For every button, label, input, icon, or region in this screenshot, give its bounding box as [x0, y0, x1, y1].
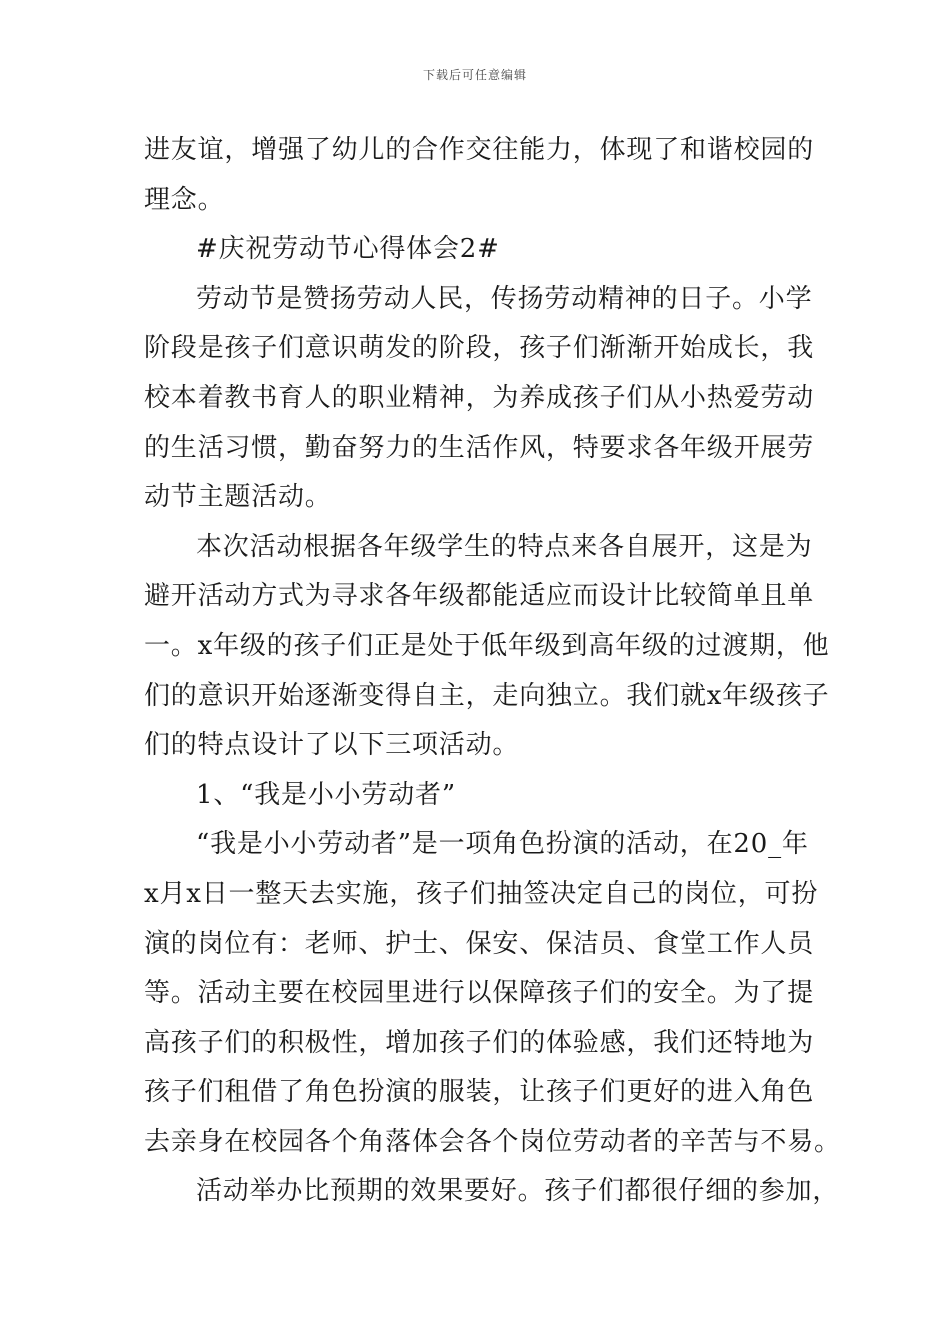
text-line: 高孩子们的积极性，增加孩子们的体验感，我们还特地为: [144, 1027, 815, 1058]
text-line: 一。x年级的孩子们正是处于低年级到高年级的过渡期，他: [144, 630, 830, 661]
text-line: 劳动节是赞扬劳动人民，传扬劳动精神的日子。小学: [196, 283, 813, 314]
text-line: 孩子们租借了角色扮演的服装，让孩子们更好的进入角色: [144, 1077, 815, 1108]
text-line: 避开活动方式为寻求各年级都能适应而设计比较简单且单: [144, 581, 815, 612]
text-line: 活动举办比预期的效果要好。孩子们都很仔细的参加，: [196, 1176, 840, 1207]
text-line: 动节主题活动。: [144, 482, 332, 513]
text-line: 进友谊，增强了幼儿的合作交往能力，体现了和谐校园的: [144, 135, 815, 165]
text-line: 理念。: [144, 184, 225, 215]
text-line: 的生活习惯，勤奋努力的生活作风，特要求各年级开展劳: [144, 432, 815, 463]
document-body: [144, 126, 841, 1217]
page-header: 下载后可任意编辑: [422, 68, 527, 82]
text-line: 本次活动根据各年级学生的特点来各自展开，这是为: [196, 531, 813, 562]
text-line: 演的岗位有：老师、护士、保安、保洁员、食堂工作人员: [144, 928, 815, 959]
text-line: 们的意识开始逐渐变得自主，走向独立。我们就x年级孩子: [144, 680, 830, 711]
text-line: 校本着教书育人的职业精神，为养成孩子们从小热爱劳动: [144, 382, 815, 413]
text-line: x月x日一整天去实施，孩子们抽签决定自己的岗位，可扮: [144, 878, 819, 909]
text-line: 去亲身在校园各个角落体会各个岗位劳动者的辛苦与不易。: [144, 1126, 841, 1157]
section-heading: #庆祝劳动节心得体会2#: [196, 234, 500, 265]
text-line: 们的特点设计了以下三项活动。: [144, 730, 520, 761]
text-line: “我是小小劳动者”是一项角色扮演的活动，在20_年: [196, 829, 809, 860]
text-line: 等。活动主要在校园里进行以保障孩子们的安全。为了提: [144, 978, 815, 1009]
text-line: 阶段是孩子们意识萌发的阶段，孩子们渐渐开始成长，我: [144, 333, 815, 364]
list-item-heading: 1、“我是小小劳动者”: [196, 779, 456, 810]
